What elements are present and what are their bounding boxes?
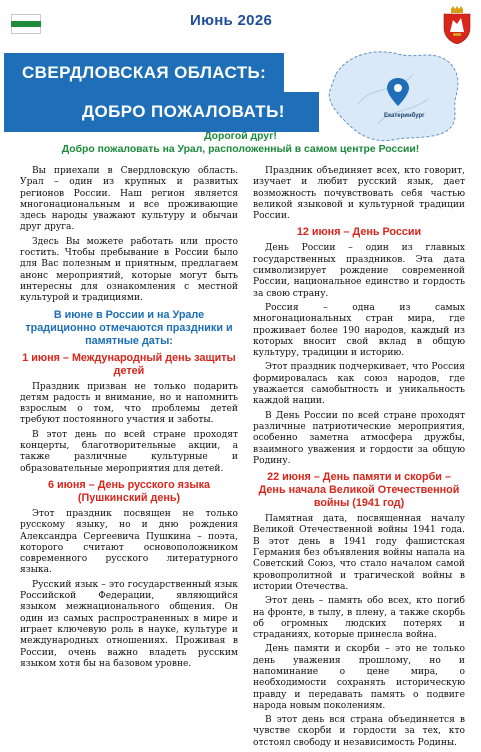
june-22-paragraph: Этот день – память обо всех, кто погиб на фронте, в тылу, в плену, а также скорбь об огромных людских потерях и страданиях, которые принесла война. [253, 596, 465, 641]
greeting [0, 130, 481, 156]
section-title-june-1: 1 июня – Международный день защиты детей [22, 351, 236, 377]
june-22-paragraph: Памятная дата, посвященная началу Великой Отечественной войны 1941 года. В этот день в 1941 году фашистская Германия без объявления войны напала на Советский Союз, что стало началом самой кровопролитной и трагической войны в истории Отечества. [253, 514, 465, 592]
june-22-paragraph: День памяти и скорби – это не только день уважения прошлому, но и напоминание о цене мира, о необходимости сохранять историческую правду и передавать память о подвиге народа новым поколениям. [253, 644, 465, 711]
june-1-paragraph: Праздник призван не только подарить детям радость и внимание, но и напомнить взрослым о том, что проблемы детей требуют постоянного участия и заботы. [20, 381, 238, 426]
june-12-paragraph: Этот праздник подчеркивает, что Россия формировалась как союз народов, где уважается самобытность и уникальность каждой нации. [253, 362, 465, 407]
holidays-heading: В июне в России и на Урале традиционно отмечаются праздники и памятные даты: [25, 308, 233, 347]
greeting-line-1: Дорогой друг! [204, 131, 277, 142]
sverdlovsk-region-map [318, 44, 468, 144]
june-1-paragraph: В этот день по всей стране проходят концерты, благотворительные акции, а также различные культурные и образовательные мероприятия для детей. [20, 429, 238, 474]
issue-month: Июнь 2026 [190, 12, 273, 29]
june-12-paragraph: День России – один из главных государственных праздников. Эта дата символизирует рождение современной России, национальное единство и гордость за свою страну. [253, 243, 465, 299]
sverdlovsk-flag [11, 14, 41, 32]
june-6-paragraph: Праздник объединяет всех, кто говорит, изучает и любит русский язык, дает возможность почувствовать себя частью великой языковой и культурной традиции России. [253, 166, 465, 222]
banner-region-title: СВЕРДЛОВСКАЯ ОБЛАСТЬ: [4, 53, 284, 93]
june-12-paragraph: В День России по всей стране проходят различные патриотические мероприятия, особенно заметна атмосфера дружбы, взаимного уважения и гордости за общую Родину. [253, 410, 465, 466]
intro-paragraph: Здесь Вы можете работать или просто гостить. Чтобы пребывание в России было для Вас полезным и приятным, предлагаем анонс мероприятий, которые могут быть интересны для ознакомления с местной культурой и традициями. [20, 236, 238, 304]
section-title-june-22: 22 июня – День памяти и скорби – День начала Великой Отечественной войны (1941 год) [258, 471, 460, 510]
left-column [20, 166, 238, 673]
greeting-line-2: Добро пожаловать на Урал, расположенный в самом центре России! [61, 144, 420, 155]
intro-paragraph: Вы приехали в Свердловскую область. Урал – один из крупных и развитых регионов России. Наш регион является многонациональным и все проживающие здесь народы уважают культуру и обычаи друг друга. [20, 166, 238, 233]
june-6-paragraph: Этот праздник посвящен не только русскому языку, но и дню рождения Александра Сергеевича Пушкина – поэта, которого считают основоположником современного русского литературного языка. [20, 508, 238, 576]
banner-welcome: ДОБРО ПОЖАЛОВАТЬ! [4, 92, 319, 132]
sverdlovsk-coat-of-arms-icon [441, 6, 473, 44]
right-column [253, 166, 465, 752]
map-city-label: Екатеринбург [384, 113, 425, 119]
june-22-paragraph: В этот день вся страна объединяется в чувстве скорби и гордости за тех, кто отстоял свободу и независимость Родины. [253, 715, 465, 748]
section-title-june-12: 12 июня – День России [296, 226, 422, 239]
june-12-paragraph: Россия – одна из самых многонациональных стран мира, где проживает более 190 народов, каждый из которых вносит свой вклад в общую культуру, традиции и историю. [253, 302, 465, 359]
section-title-june-6: 6 июня – День русского языка (Пушкинский день) [48, 478, 210, 504]
june-6-paragraph: Русский язык – это государственный язык Российской Федерации, являющийся языком межнационального общения. Он один из самых распространенных в мире и играет ключевую роль в науке, культуре и международных отношениях. Проживая в России, очень важно владеть русским языком хотя бы на базовом уровне. [20, 579, 238, 669]
